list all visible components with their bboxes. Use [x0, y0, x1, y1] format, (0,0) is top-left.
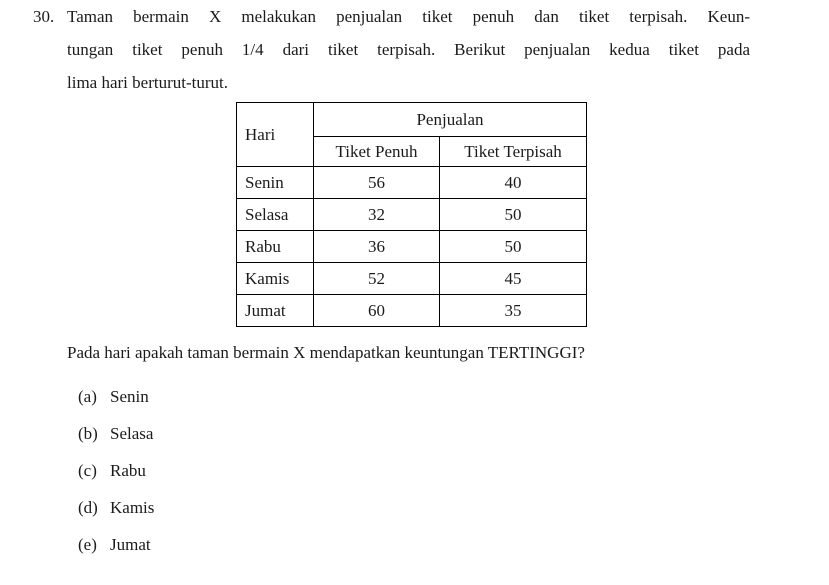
question-prompt: Pada hari apakah taman bermain X mendapatkan keuntungan TERTINGGI?: [67, 343, 585, 362]
cell-day: Rabu: [237, 231, 314, 263]
choice-d-marker: (d): [78, 498, 98, 517]
table-row-selasa: [237, 199, 587, 231]
header-penjualan: Penjualan: [314, 103, 587, 137]
choice-b-label: Selasa: [110, 424, 154, 443]
cell-tiket-terpisah: 50: [440, 231, 587, 263]
header-tiket-penuh: Tiket Penuh: [314, 137, 440, 167]
choice-b-marker: (b): [78, 424, 98, 443]
cell-day: Selasa: [237, 199, 314, 231]
cell-tiket-terpisah: 45: [440, 263, 587, 295]
question-intro: [67, 0, 750, 99]
cell-tiket-penuh: 36: [314, 231, 440, 263]
intro-line-1: Taman bermain X melakukan penjualan tiket penuh dan tiket terpisah. Keun-: [67, 7, 750, 26]
choice-e-label: Jumat: [110, 535, 151, 554]
header-tiket-terpisah: Tiket Terpisah: [440, 137, 587, 167]
table-row-senin: [237, 167, 587, 199]
choice-c-label: Rabu: [110, 461, 146, 480]
table-row-rabu: [237, 231, 587, 263]
table-row-jumat: [237, 295, 587, 327]
choice-e: [78, 535, 829, 554]
cell-tiket-penuh: 56: [314, 167, 440, 199]
choice-d-label: Kamis: [110, 498, 155, 517]
choice-d: [78, 498, 829, 517]
question-block: [0, 0, 829, 99]
cell-day: Kamis: [237, 263, 314, 295]
intro-line-3: lima hari berturut-turut.: [67, 73, 228, 92]
cell-tiket-penuh: 32: [314, 199, 440, 231]
table-row-kamis: [237, 263, 587, 295]
choice-c-marker: (c): [78, 461, 97, 480]
header-hari: Hari: [237, 103, 314, 167]
cell-tiket-terpisah: 40: [440, 167, 587, 199]
choice-a-marker: (a): [78, 387, 97, 406]
question-number: 30.: [33, 7, 55, 26]
cell-tiket-penuh: 52: [314, 263, 440, 295]
ticket-sales-table: [236, 102, 587, 327]
cell-tiket-terpisah: 50: [440, 199, 587, 231]
intro-line-2: tungan tiket penuh 1/4 dari tiket terpisah. Berikut penjualan kedua tiket pada: [67, 40, 750, 59]
choice-a-label: Senin: [110, 387, 149, 406]
choice-c: [78, 461, 829, 480]
answer-choices: [78, 387, 829, 554]
cell-day: Jumat: [237, 295, 314, 327]
choice-b: [78, 424, 829, 443]
cell-tiket-terpisah: 35: [440, 295, 587, 327]
table-header-row-group: [237, 103, 587, 137]
choice-e-marker: (e): [78, 535, 97, 554]
cell-day: Senin: [237, 167, 314, 199]
choice-a: [78, 387, 829, 406]
cell-tiket-penuh: 60: [314, 295, 440, 327]
